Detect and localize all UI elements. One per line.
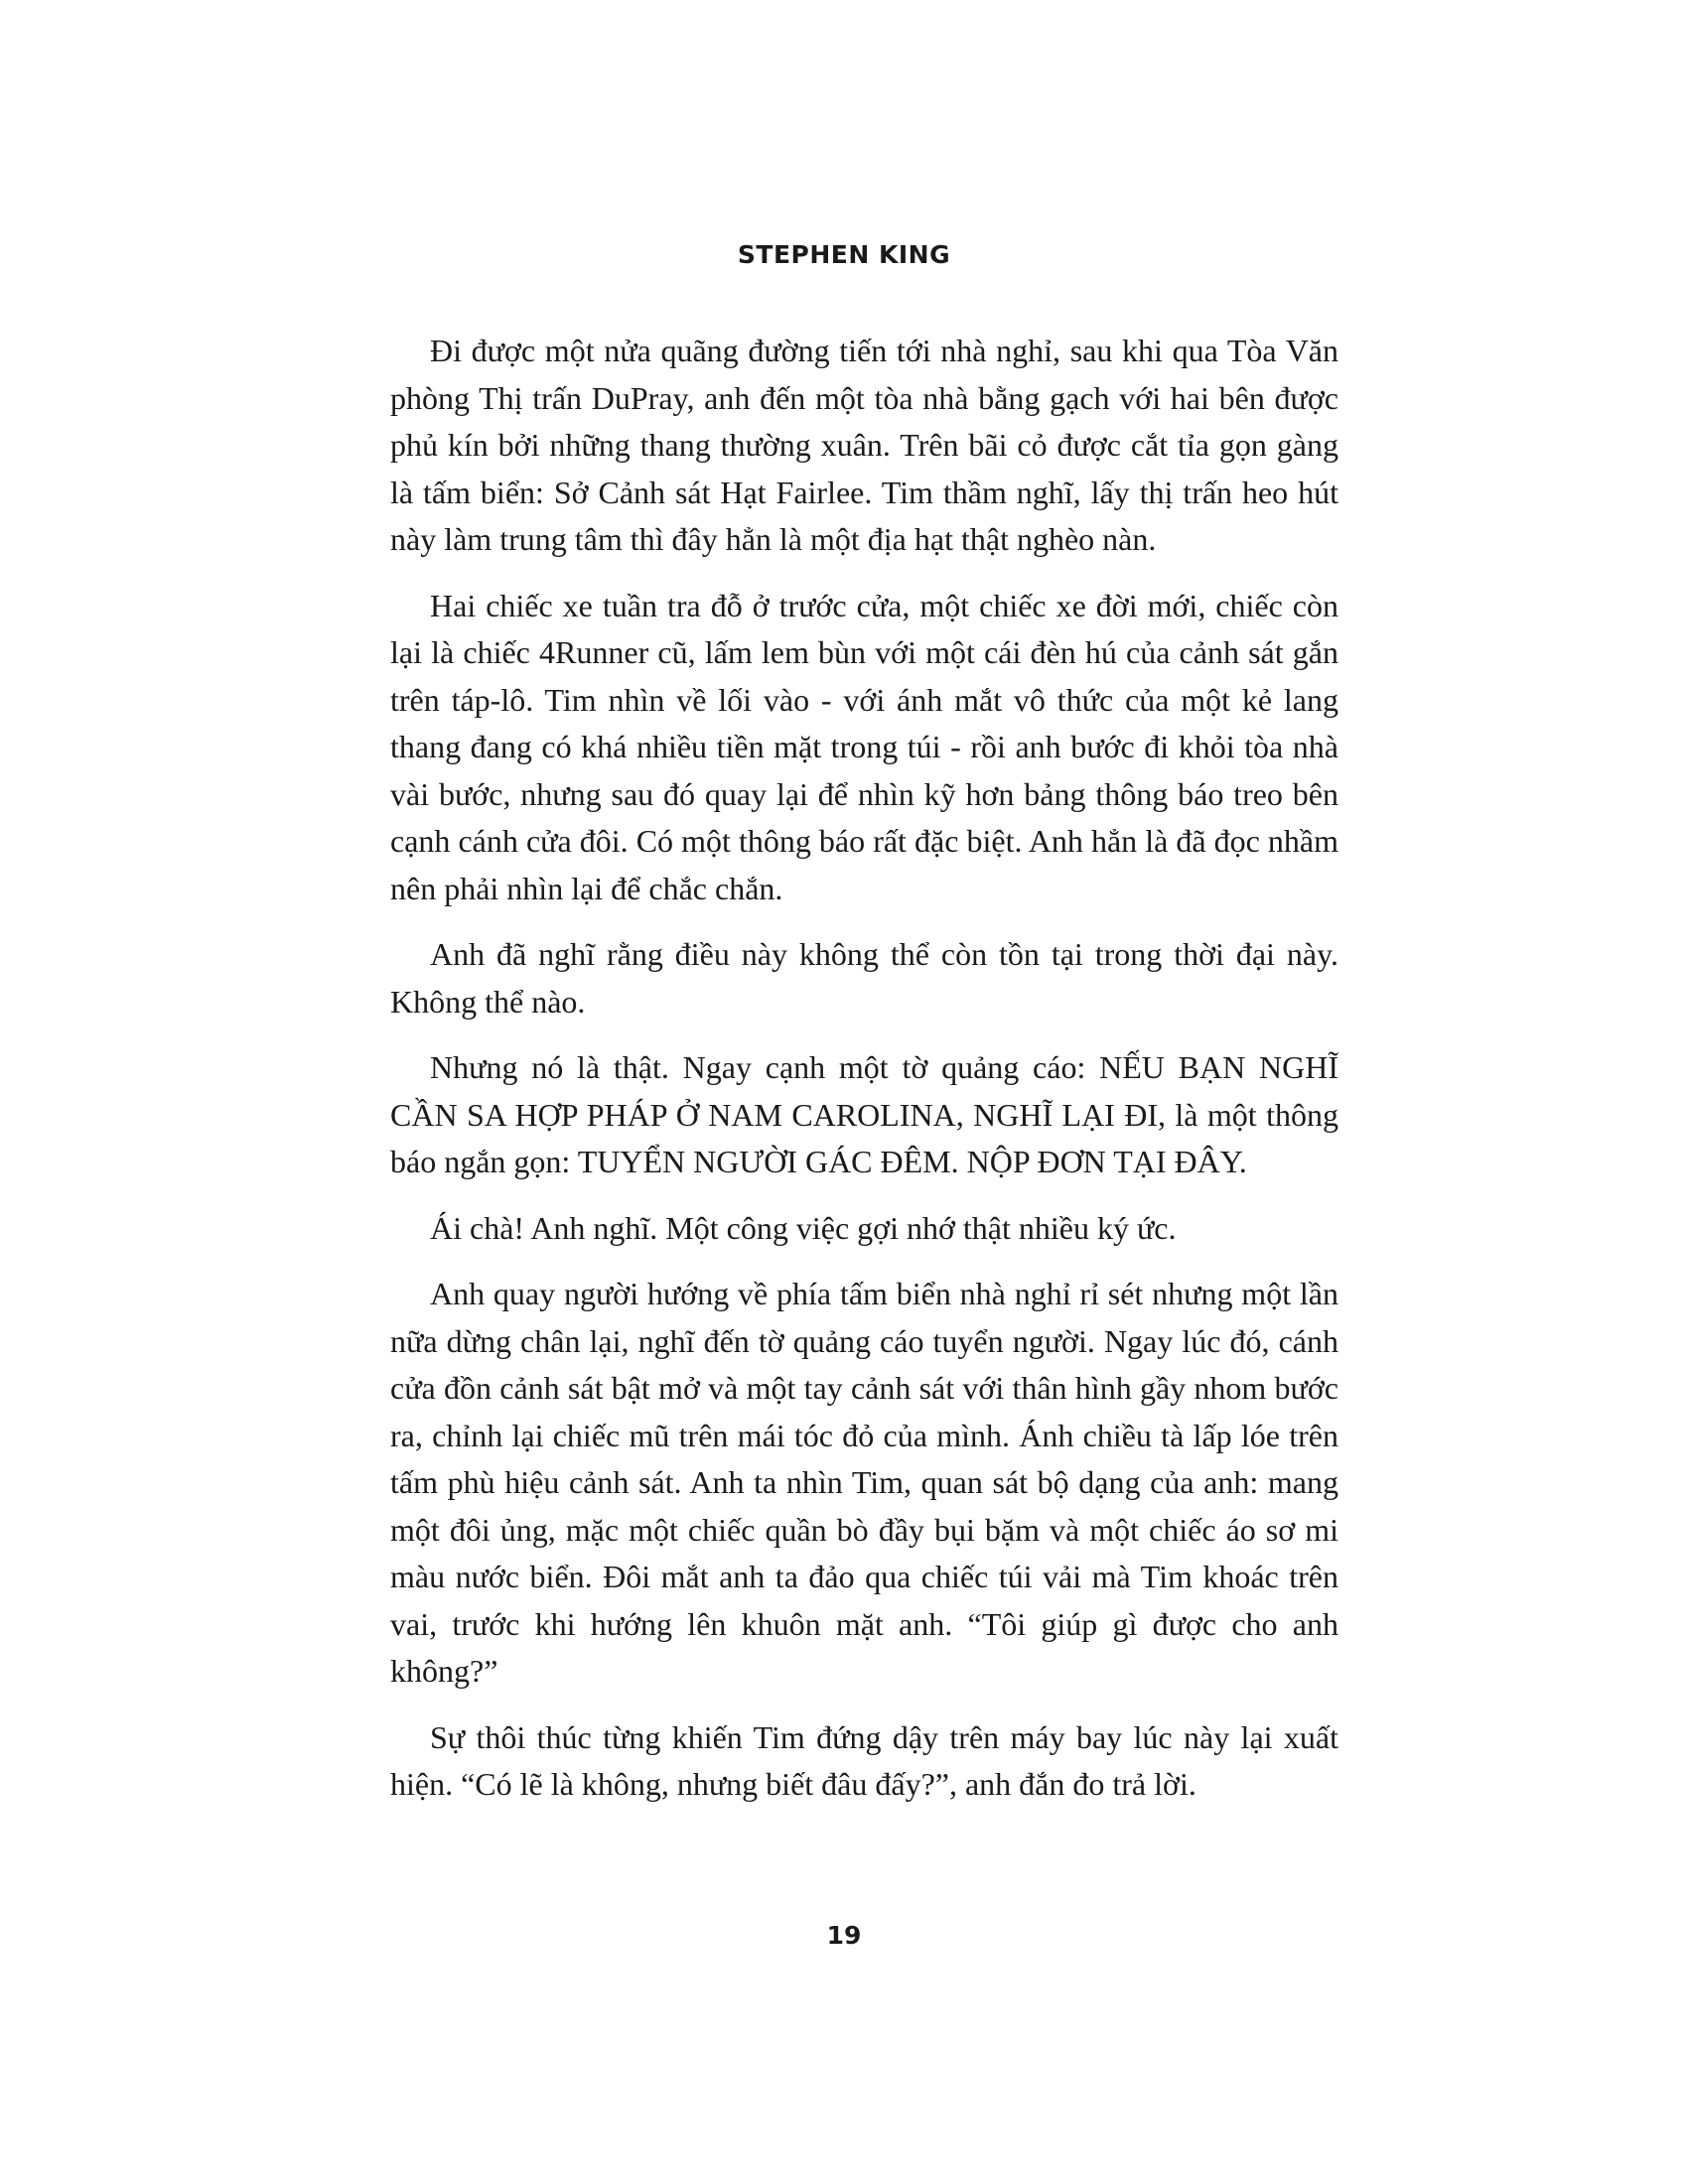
page-number: 19 <box>826 1921 862 1950</box>
paragraph: Anh quay người hướng về phía tấm biển nhà nghỉ rỉ sét nhưng một lần nữa dừng chân lại, nghĩ đến tờ quảng cáo tuyển người. Ngay lúc đó, cánh cửa đồn cảnh sát bật mở và một tay cảnh sát với thân hình gầy nhom bước ra, chỉnh lại chiếc mũ trên mái tóc đỏ của mình. Ánh chiều tà lấp lóe trên tấm phù hiệu cảnh sát. Anh ta nhìn Tim, quan sát bộ dạng của anh: mang một đôi ủng, mặc một chiếc quần bò đầy bụi bặm và một chiếc áo sơ mi màu nước biển. Đôi mắt anh ta đảo qua chiếc túi vải mà Tim khoác trên vai, trước khi hướng lên khuôn mặt anh. “Tôi giúp gì được cho anh không?” <box>390 1276 1338 1689</box>
paragraph: Hai chiếc xe tuần tra đỗ ở trước cửa, một chiếc xe đời mới, chiếc còn lại là chiếc 4Runner cũ, lấm lem bùn với một cái đèn hú của cảnh sát gắn trên táp-lô. Tim nhìn về lối vào - với ánh mắt vô thức của một kẻ lang thang đang có khá nhiều tiền mặt trong túi - rồi anh bước đi khỏi tòa nhà vài bước, nhưng sau đó quay lại để nhìn kỹ hơn bảng thông báo treo bên cạnh cánh cửa đôi. Có một thông báo rất đặc biệt. Anh hẳn là đã đọc nhầm nên phải nhìn lại để chắc chắn. <box>390 587 1338 906</box>
paragraph: Sự thôi thúc từng khiến Tim đứng dậy trên máy bay lúc này lại xuất hiện. “Có lẽ là không, nhưng biết đâu đấy?”, anh đắn đo trả lời. <box>390 1718 1338 1802</box>
paragraph: Anh đã nghĩ rằng điều này không thể còn tồn tại trong thời đại này. Không thể nào. <box>390 936 1338 1020</box>
body-text <box>390 328 1338 1828</box>
paragraph: Ái chà! Anh nghĩ. Một công việc gợi nhớ thật nhiều ký ức. <box>430 1209 1177 1246</box>
running-header-author: STEPHEN KING <box>737 240 951 269</box>
paragraph: Nhưng nó là thật. Ngay cạnh một tờ quảng cáo: NẾU BẠN NGHĨ CẦN SA HỢP PHÁP Ở NAM CAROLINA, NGHĨ LẠI ĐI, là một thông báo ngắn gọn: TUYỂN NGƯỜI GÁC ĐÊM. NỘP ĐƠN TẠI ĐÂY. <box>390 1049 1338 1179</box>
paragraph: Đi được một nửa quãng đường tiến tới nhà nghỉ, sau khi qua Tòa Văn phòng Thị trấn DuPray, anh đến một tòa nhà bằng gạch với hai bên được phủ kín bởi những thang thường xuân. Trên bãi cỏ được cắt tỉa gọn gàng là tấm biển: Sở Cảnh sát Hạt Fairlee. Tim thầm nghĩ, lấy thị trấn heo hút này làm trung tâm thì đây hẳn là một địa hạt thật nghèo nàn. <box>390 333 1338 557</box>
